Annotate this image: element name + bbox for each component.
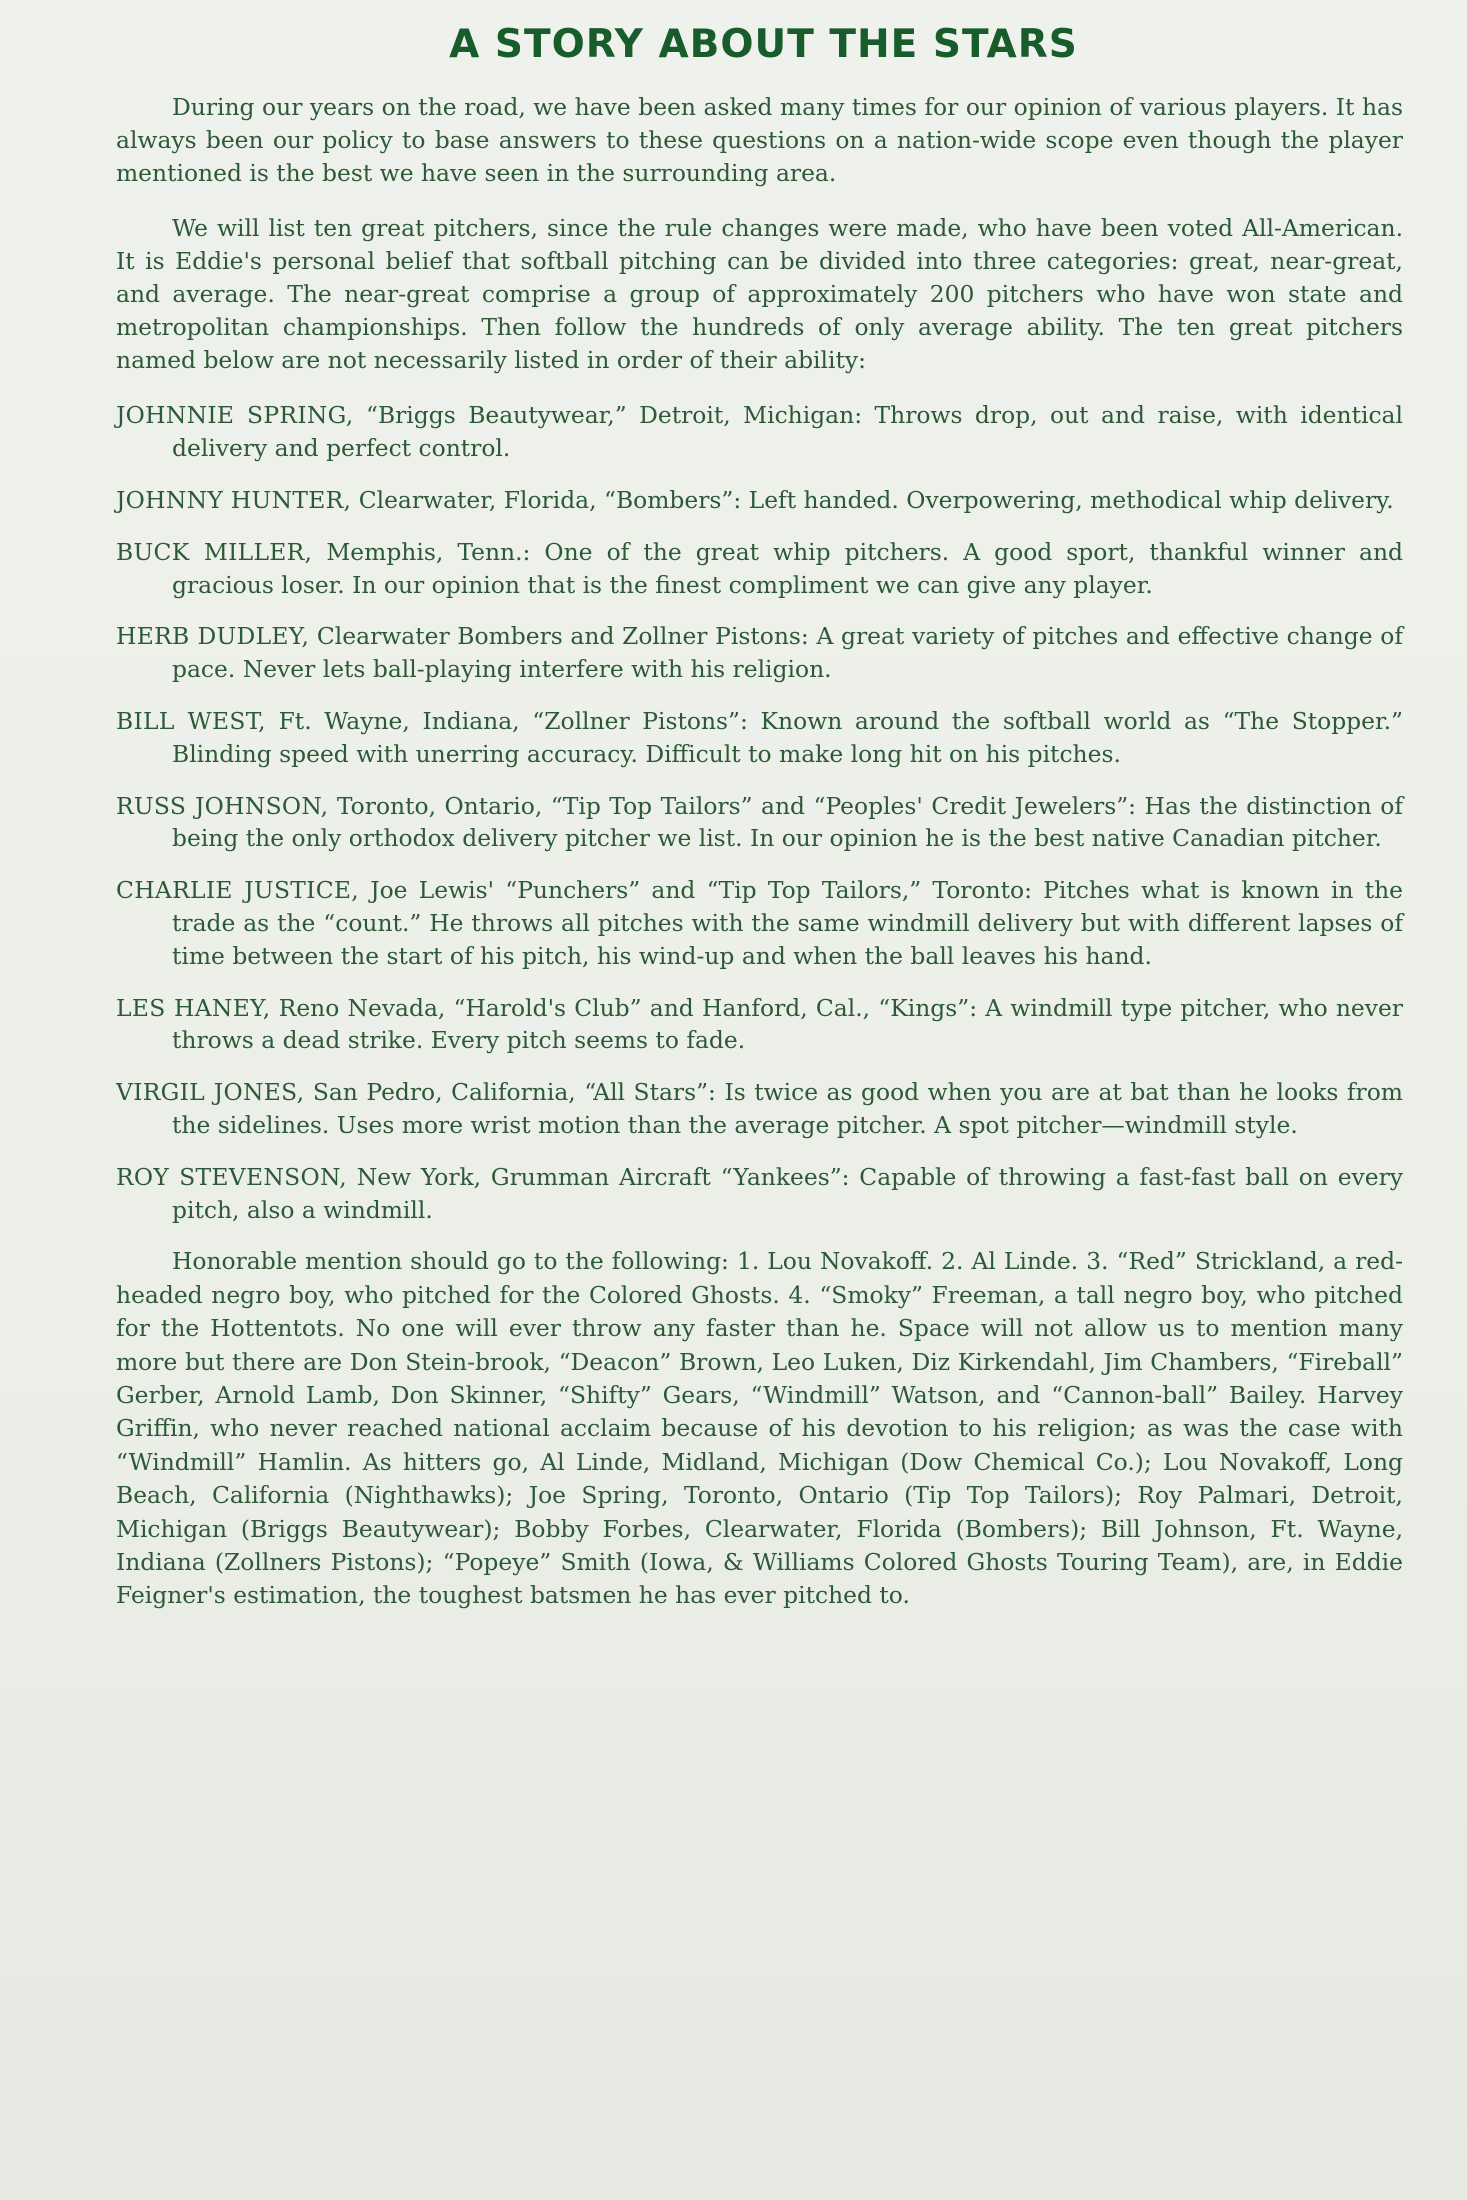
pitcher-entry-roy-stevenson (116, 1161, 1403, 1227)
pitcher-description: Ft. Wayne, Indiana, “Zollner Pistons”: Known around the softball world as “The Stopper.” Blinding speed with unerring accuracy. Difficult to make long hit on his pitches. (172, 706, 1404, 768)
pitcher-description: Memphis, Tenn.: One of the great whip pitchers. A good sport, thankful winner and gracious loser. In our opinion that is the finest compliment we can give any player. (172, 537, 1403, 599)
pitcher-name: RUSS JOHNSON, (116, 791, 329, 820)
pitcher-description: Clearwater Bombers and Zollner Pistons: A great variety of pitches and effective change of pace. Never lets ball-playing interfere with his religion. (172, 622, 1403, 684)
pitcher-name: BILL WEST, (116, 706, 266, 735)
pitcher-entry-bill-west (116, 705, 1403, 771)
pitcher-name: BUCK MILLER, (116, 537, 313, 566)
pitcher-entry-herb-dudley (116, 620, 1403, 686)
pitcher-name: JOHNNIE SPRING, (116, 401, 354, 430)
pitcher-description: Toronto, Ontario, “Tip Top Tailors” and “Peoples' Credit Jewelers”: Has the distinction of being the only orthodox delivery pitcher we list. In our opinion he is the best native Canadian pitcher. (172, 791, 1403, 853)
pitcher-entry-les-haney (116, 992, 1403, 1058)
pitcher-entry-johnny-hunter (116, 484, 1403, 517)
closing-paragraph: Honorable mention should go to the following: 1. Lou Novakoff. 2. Al Linde. 3. “Red” Strickland, a red-headed negro boy, who pitched for the Colored Ghosts. 4. “Smoky” Freeman, a tall negro boy, who pitched for the Hottentots. No one will ever throw any faster than he. Space will not allow us to mention many more but there are Don Stein-brook, “Deacon” Brown, Leo Luken, Diz Kirkendahl, Jim Chambers, “Fireball” Gerber, Arnold Lamb, Don Skinner, “Shifty” Gears, “Windmill” Watson, and “Cannon-ball” Bailey. Harvey Griffin, who never reached national acclaim because of his devotion to his religion; as was the case with “Windmill” Hamlin. As hitters go, Al Linde, Midland, Michigan (Dow Chemical Co.); Lou Novakoff, Long Beach, California (Nighthawks); Joe Spring, Toronto, Ontario (Tip Top Tailors); Roy Palmari, Detroit, Michigan (Briggs Beautywear); Bobby Forbes, Clearwater, Florida (Bombers); Bill Johnson, Ft. Wayne, Indiana (Zollners Pistons); “Popeye” Smith (Iowa, & Williams Colored Ghosts Touring Team), are, in Eddie Feigner's estimation, the toughest batsmen he has ever pitched to. (116, 1247, 1403, 1610)
pitcher-name: ROY STEVENSON, (116, 1162, 347, 1191)
pitcher-entry-virgil-jones (116, 1076, 1403, 1142)
pitcher-entry-russ-johnson (116, 790, 1403, 856)
pitcher-description: Clearwater, Florida, “Bombers”: Left handed. Overpowering, methodical whip delivery. (351, 485, 1394, 514)
pitcher-entry-buck-miller (116, 536, 1403, 602)
pitcher-entry-johnnie-spring (116, 399, 1403, 465)
intro-paragraph-2: We will list ten great pitchers, since the rule changes were made, who have been voted All-American. It is Eddie's personal belief that softball pitching can be divided into three categories: great, near-great, and average. The near-great comprise a group of approximately 200 pitchers who have won state and metropolitan championships. Then follow the hundreds of only average ability. The ten great pitchers named below are not necessarily listed in order of their ability: (116, 214, 1403, 374)
pitcher-description: Reno Nevada, “Harold's Club” and Hanford, Cal., “Kings”: A windmill type pitcher, who never throws a dead strike. Every pitch seems to fade. (172, 993, 1403, 1055)
pitcher-description: San Pedro, California, “All Stars”: Is twice as good when you are at bat than he looks from the sidelines. Uses more wrist motion than the average pitcher. A spot pitcher—windmill style. (172, 1078, 1403, 1139)
pitcher-name: HERB DUDLEY, (116, 622, 310, 651)
pitcher-name: CHARLIE JUSTICE, (116, 876, 360, 905)
pitcher-name: LES HANEY, (116, 993, 271, 1022)
pitcher-name: JOHNNY HUNTER, (116, 485, 352, 514)
pitcher-description: “Briggs Beautywear,” Detroit, Michigan: Throws drop, out and raise, with identical delivery and perfect control. (172, 401, 1403, 463)
pitcher-entry-charlie-justice (116, 874, 1403, 972)
intro-paragraph-1: During our years on the road, we have been asked many times for our opinion of various players. It has always been our policy to base answers to these questions on a nation-wide scope even though the player mentioned is the best we have seen in the surrounding area. (116, 93, 1403, 187)
pitcher-description: Joe Lewis' “Punchers” and “Tip Top Tailors,” Toronto: Pitches what is known in the trade as the “count.” He throws all pitches with the same windmill delivery but with different lapses of time between the start of his pitch, his wind-up and when the ball leaves his hand. (172, 876, 1403, 970)
pitcher-name: VIRGIL JONES, (116, 1078, 305, 1107)
pitcher-description: New York, Grumman Aircraft “Yankees”: Capable of throwing a fast-fast ball on every pitch, also a windmill. (172, 1162, 1403, 1224)
page-title: A STORY ABOUT THE STARS (449, 22, 1078, 67)
